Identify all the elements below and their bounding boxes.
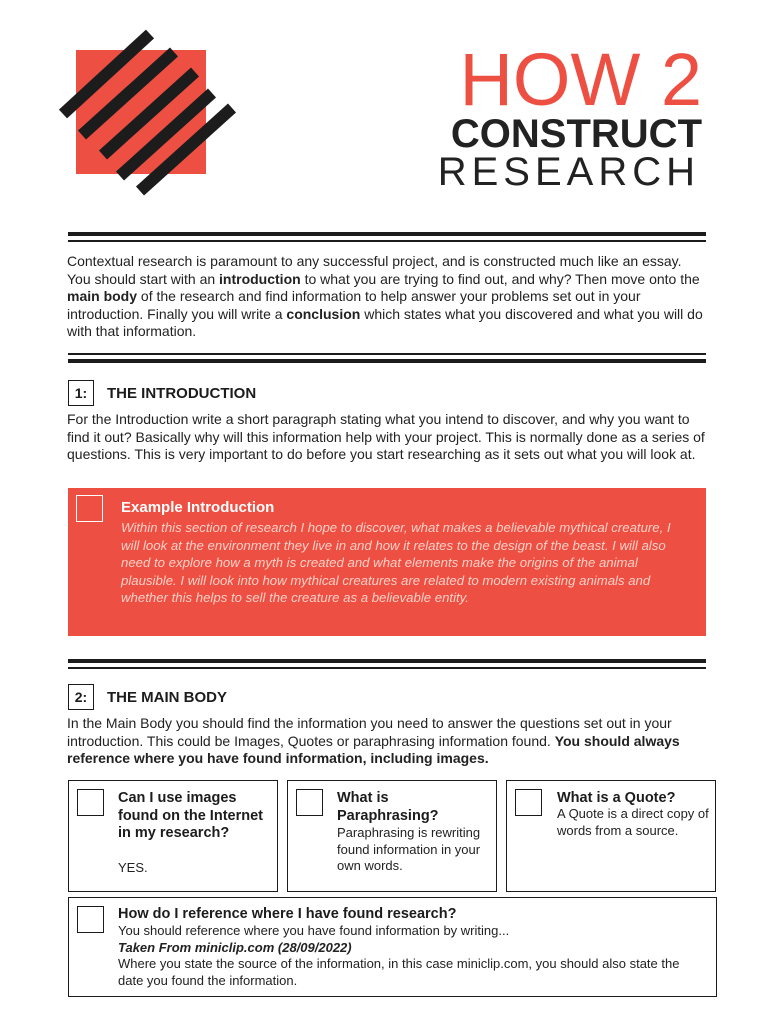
section-number-2: 2: — [68, 684, 94, 710]
keyword-conclusion: conclusion — [286, 305, 361, 322]
reference-instructions: You should reference where you have found information by writing... Taken From miniclip.com (28/09/2022) Where you state the source of the information, in this case miniclip.com, you should also state the date you found the information. — [118, 923, 708, 989]
divider — [68, 359, 706, 363]
section-title-main-body: THE MAIN BODY — [107, 689, 227, 706]
keyword-introduction: introduction — [219, 270, 301, 287]
main-body-paragraph: In the Main Body you should find the information you need to answer the questions set out in your introduction. This could be Images, Quotes or paraphrasing information found. You should always reference where you have found information, including images. — [67, 715, 680, 766]
introduction-paragraph: For the Introduction write a short paragraph stating what you intend to discover, and why you want to find it out? Basically why will this information help with your project. This is normally done as a series of questions. This is very important to do before you start researching as it sets out what you will look at. — [67, 411, 705, 462]
example-title: Example Introduction — [121, 499, 275, 516]
quote-answer: A Quote is a direct copy of words from a source. — [557, 806, 709, 838]
section-number-1: 1: — [68, 380, 94, 406]
images-question-box — [68, 780, 278, 892]
reference-question-box — [68, 897, 717, 997]
checkbox-icon[interactable] — [77, 906, 104, 933]
keyword-main-body: main body — [67, 288, 138, 304]
reference-example: Taken From miniclip.com (28/09/2022) — [118, 939, 352, 955]
divider — [68, 353, 706, 355]
reference-question-title: How do I reference where I have found research? — [118, 906, 457, 922]
title-how-2: HOW 2 — [459, 38, 702, 121]
title-research: RESEARCH — [437, 150, 700, 194]
checkbox-icon[interactable] — [515, 789, 542, 816]
divider — [68, 240, 706, 242]
images-question-title: Can I use images found on the Internet in my research? — [118, 790, 263, 841]
title-construct: CONSTRUCT — [450, 112, 702, 156]
checkbox-icon[interactable] — [76, 495, 103, 522]
paraphrasing-question-title: What is Paraphrasing? — [337, 790, 439, 824]
divider — [68, 232, 706, 236]
paraphrasing-question-box — [287, 780, 497, 892]
section-title-introduction: THE INTRODUCTION — [107, 385, 257, 402]
quote-question-title: What is a Quote? — [557, 790, 676, 806]
divider — [68, 659, 706, 663]
quote-question-box — [506, 780, 716, 892]
checkbox-icon[interactable] — [296, 789, 323, 816]
reference-reminder: You should always reference where you have found information, including images. — [67, 732, 680, 766]
intro-paragraph: Contextual research is paramount to any successful project, and is constructed much like an essay. You should start with an introduction to what you are trying to find out, and why? Then move onto the main body of the research and find information to help answer your problems set out in your introduction. Finally you will write a conclusion which states what you discovered and what you will do with that information. — [67, 253, 703, 339]
divider — [68, 667, 706, 669]
logo-icon — [58, 28, 238, 198]
paraphrasing-answer: Paraphrasing is rewriting found information in your own words. — [337, 825, 481, 873]
example-body: Within this section of research I hope to discover, what makes a believable mythical creature, I will look at the environment they live in and how it relates to the design of the beast. I will also need to explore how a myth is created and what elements make the origins of the animal plausible. I will look into how mythical creatures are related to modern existing animals and whether this helps to sell the creature as a believable entity. — [121, 520, 671, 606]
images-question-answer: YES. — [118, 860, 148, 875]
checkbox-icon[interactable] — [77, 789, 104, 816]
